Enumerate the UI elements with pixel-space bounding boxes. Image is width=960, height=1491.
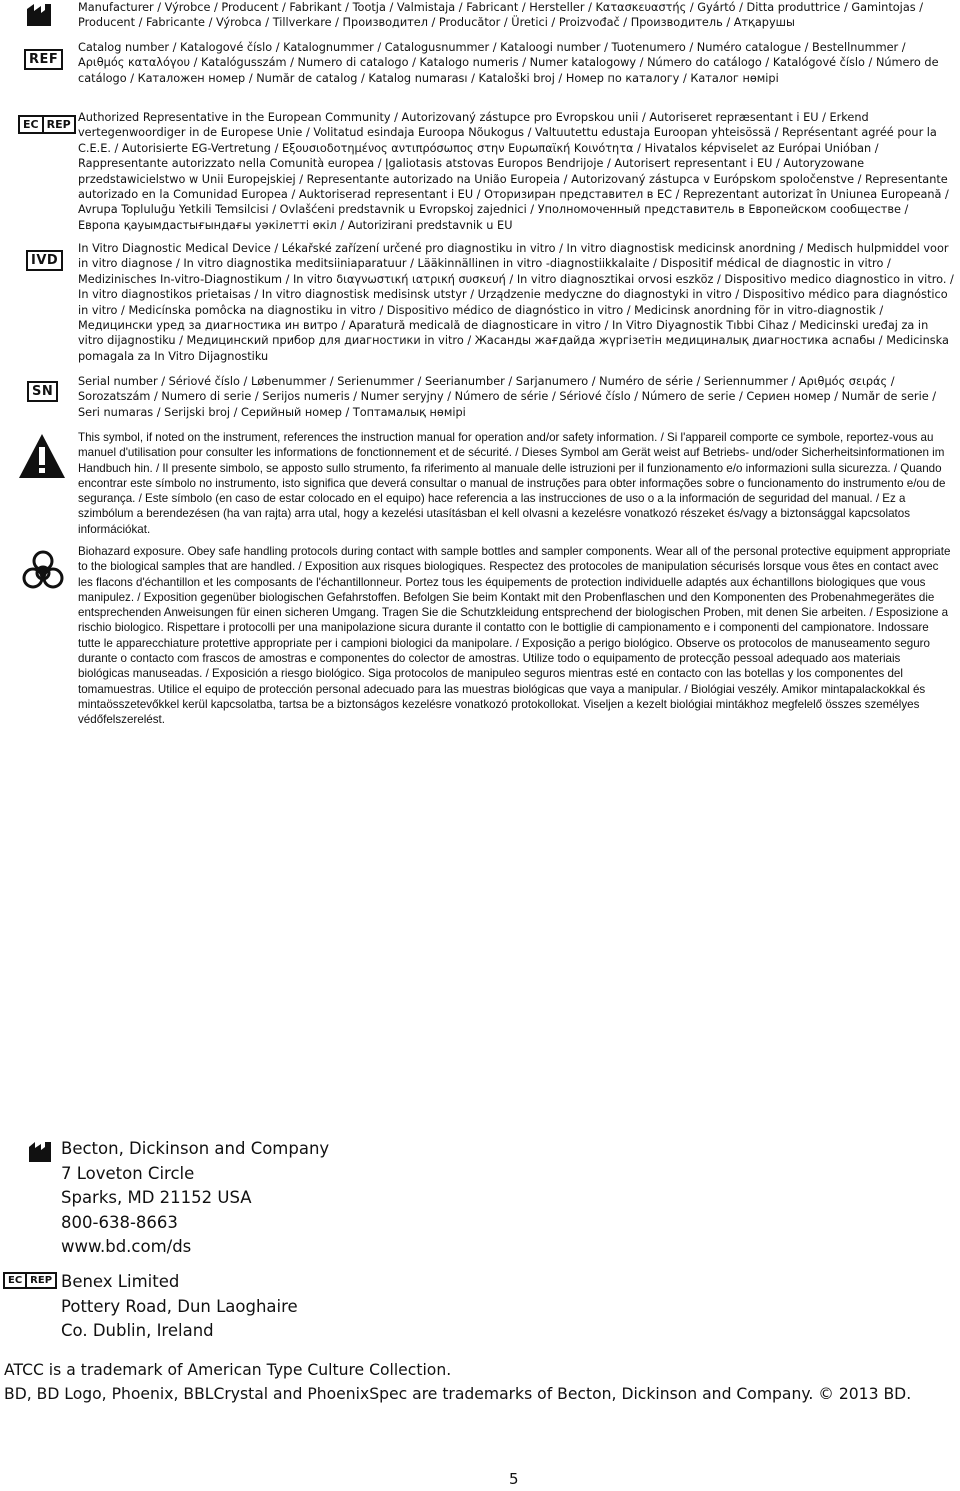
trademark-bd: BD, BD Logo, Phoenix, BBLCrystal and PhoenixSpec are trademarks of Becton, Dickinson and Company. © 2013 BD.: [4, 1385, 912, 1403]
rep-street: Pottery Road, Dun Laoghaire: [61, 1296, 298, 1316]
ivd-text: In Vitro Diagnostic Medical Device / Lékařské zařízení určené pro diagnostiku in vitro / In vitro diagnostisk medicinsk anordning / Medisch hulpmiddel voor in vitro diagnose / In vitro diagnostika meditsiiniaparatuur / Lääkinnällinen in vitro -diagnostiikkalaite / Dispositif médical de diagnostic in vitro / Medizinisches In-vitro-Diagnostikum / In vitro διαγνωστική ιατρική συσκευή / In vitro diagnosztikai orvosi eszköz / Dispositivo medico diagnostico in vitro. / In vitro diagnostikos prietaisas / In vitro diagnostisk medisinsk utstyr / Urządzenie medyczne do diagnostyki in vitro / Dispositivo médico para diagnóstico in vitro / Medicínska pomôcka na diagnostiku in vitro / Dispositivo médico de diagnóstico in vitro / Medicinsk anordning för in vitro-diagnostik / Медицински уред за диагностика ин витро / Aparatură medicală de diagnosticare in vitro / In Vitro Diyagnostik Tıbbi Cihaz / Medicinski uređaj za in vitro dijagnostiku / Медицинский прибор для диагностики in vitro / Жасанды жағдайда жүргізетін медициналық диагностика аспабы / Medicinska pomagala za In Vitro Dijagnostiku: [78, 242, 954, 363]
rep-label: REP: [25, 1274, 55, 1287]
manufacturer-city: Sparks, MD 21152 USA: [61, 1188, 252, 1207]
trademark-block: [4, 1358, 911, 1406]
ivd-symbol: IVD: [26, 250, 63, 271]
caution-text: This symbol, if noted on the instrument, references the instruction manual for operation and/or safety information. / Si l'appareil comporte ce symbole, reportez-vous au manuel d'utilisation pour consulter les informations de fonctionnement et de sécurité. / Dieses Symbol am Gerät weist auf Betriebs- und/oder Sicherheitsinformationen im Handbuch hin. / Il presente simbolo, se apposto sullo strumento, fa riferimento al manuale delle istruzioni per il funzionamento e/o informazioni sulla sicurezza. / Quando encontrar este símbolo no instrumento, isto significa que deverá consultar o manual de instruções para obter informações sobre o funcionamento do instrumento e/ou de segurança. / Este símbolo (en caso de estar colocado en el equipo) hace referencia a las instrucciones de uso o a la información de seguridad del manual. / Ez a szimbólum a berendezésen (ha van rajta) arra utal, hogy a kezelési utasításban el kell olvasni a kezelésre vonatkozó részeket és/vagy a biztonsággal kapcsolatos információkat.: [78, 431, 946, 536]
factory-icon: [26, 3, 52, 31]
sn-text: Serial number / Sériové číslo / Løbenummer / Serienummer / Seerianumber / Sarjanumero / Numéro de série / Seriennummer / Αριθμός σειράς / Sorozatszám / Numero di serie / Serijos numeris / Numer seryjny / Número de série / Sériové číslo / Número de serie / Сериен номер / Număr de serie / Seri numaras / Serijski broj / Серийный номер / Топтамалық нөмірі: [78, 375, 937, 419]
ec-label: EC: [8, 1275, 23, 1286]
sn-symbol: SN: [27, 381, 58, 402]
manufacturer-website: www.bd.com/ds: [61, 1237, 192, 1256]
manufacturer-name: Becton, Dickinson and Company: [61, 1139, 330, 1158]
manufacturer-text: Manufacturer / Výrobce / Producent / Fabrikant / Tootja / Valmistaja / Fabricant / Hersteller / Κατασκευαστής / Gyártó / Ditta produttrice / Gamintojas / Producent / Fabricante / Výrobca / Tillverkare / Производител / Producător / Üretici / Proizvođač / Производитель / Атқарушы: [78, 1, 924, 30]
manufacturer-street: 7 Loveton Circle: [61, 1163, 195, 1183]
ec-rep-text: Authorized Representative in the European Community / Autorizovaný zástupce pro Evropskou unii / Autoriseret repræsentant i EU / Erkend vertegenwoordiger in de Europese Unie / Volitatud esindaja Euroopa Nõukogus / Valtuutettu edustaja Euroopan yhteisössä / Représentant agréé pour la C.E.E. / Autorisierte EG-Vertretung / Εξουσιοδοτημένος αντιπρόσωπος στην Ευρωπαϊκή Κοινότητα / Hivatalos képviselet az Európai Unióban / Rappresentante autorizzato nella Comunità europea / Įgaliotasis atstovas Europos Bendrijoje / Autorisert representant i EU / Autoryzowane przedstawicielstwo w Unii Europejskiej / Representante autorizado na União Europeia / Autorizovaný zástupca v Európskom spoločenstve / Representante autorizado en la Comunidad Europea / Auktoriserad representant i EU / Оторизиран представител в ЕС / Reprezentant autorizat în Uniunea Europeană / Avrupa Topluluğu Yetkili Temsilcisi / Ovlašćeni predstavnik u Evropskoj zajednici / Уполномоченный представитель в Европейском сообществе / Европа қауымдастығындағы уәкілетті өкіл / Autorizirani predstavnik u EU: [78, 111, 949, 232]
factory-icon: [28, 1141, 52, 1167]
ec-label: EC: [23, 118, 39, 131]
manufacturer-phone: 800-638-8663: [61, 1212, 178, 1232]
warning-icon: [18, 433, 66, 483]
ref-text: Catalog number / Katalogové číslo / Katalognummer / Catalogusnummer / Kataloogi number / Tuotenumero / Numéro catalogue / Bestellnummer / Αριθμός καταλόγου / Katalógusszám / Numero di catalogo / Katalogo numeris / Numer katalogowy / Número do catálogo / Katalógové číslo / Número de catálogo / Каталожен номер / Număr de catalog / Katalog numarası / Kataloški broj / Номер по каталогу / Каталог нөмірі: [78, 41, 939, 85]
rep-city: Co. Dublin, Ireland: [61, 1321, 214, 1340]
trademark-atcc: ATCC is a trademark of American Type Culture Collection.: [4, 1361, 452, 1379]
biohazard-text: Biohazard exposure. Obey safe handling protocols during contact with sample bottles and sampler components. Wear all of the personal protective equipment appropriate to the biological samples that are handled. / Exposition aux risques biologiques. Respectez des protocoles de manipulation sécurisés lorsque vous êtes en contact avec les flacons d'échantillon et les composants de l'échantillonneur. Portez tous les équipements de protection individuelle adaptés aux échantillons biologiques que vous manipulez. / Exposition gegenüber biologischen Gefahrstoffen. Befolgen Sie beim Kontakt mit den Probenflaschen und den Komponenten des Probenahmegerätes die entsprechenden Anweisungen für einen sicheren Umgang. Tragen Sie die Schutzkleidung entsprechend der biologischen Proben, mit denen Sie arbeiten. / Esposizione a rischio biologico. Rispettare i protocolli per una manipolazione sicura durante il contatto con le bottiglie di campionamento e i componenti del campionatore. Indossare tutte le apparecchiature protettive appropriate per i campioni biologici da manipolare. / Exposição a perigo biológico. Observe os protocolos de manuseamento seguro durante o contacto com frascos de amostras e componentes do colector de amostras. Utilize todo o equipamento de protecção pessoal adequado aos materiais biológicas manuseadas. / Exposición a riesgo biológico. Siga protocolos de manipuleo seguros mientras esté en contacto con las botellas y los componentes del tomamuestras. Utilice el equipo de protección personal adecuado para las muestras biológicas que vaya a manipular. / Biológiai veszély. Amikor mintapalackokkal és mintaösszetevőkkel kerül kapcsolatba, tartsa be a biztonságos kezelésre vonatkozó protokollokat. Viseljen a kezelt biológiai mintákhoz megfelelő összes személyes védőfelszerelést.: [78, 545, 951, 727]
page-number: 5: [509, 1470, 519, 1488]
rep-label: REP: [42, 117, 74, 132]
ec-rep-symbol: [3, 1272, 57, 1289]
ec-rep-symbol: [18, 115, 76, 134]
biohazard-icon: [20, 548, 66, 598]
rep-name: Benex Limited: [61, 1272, 180, 1291]
ref-symbol: REF: [24, 49, 63, 70]
